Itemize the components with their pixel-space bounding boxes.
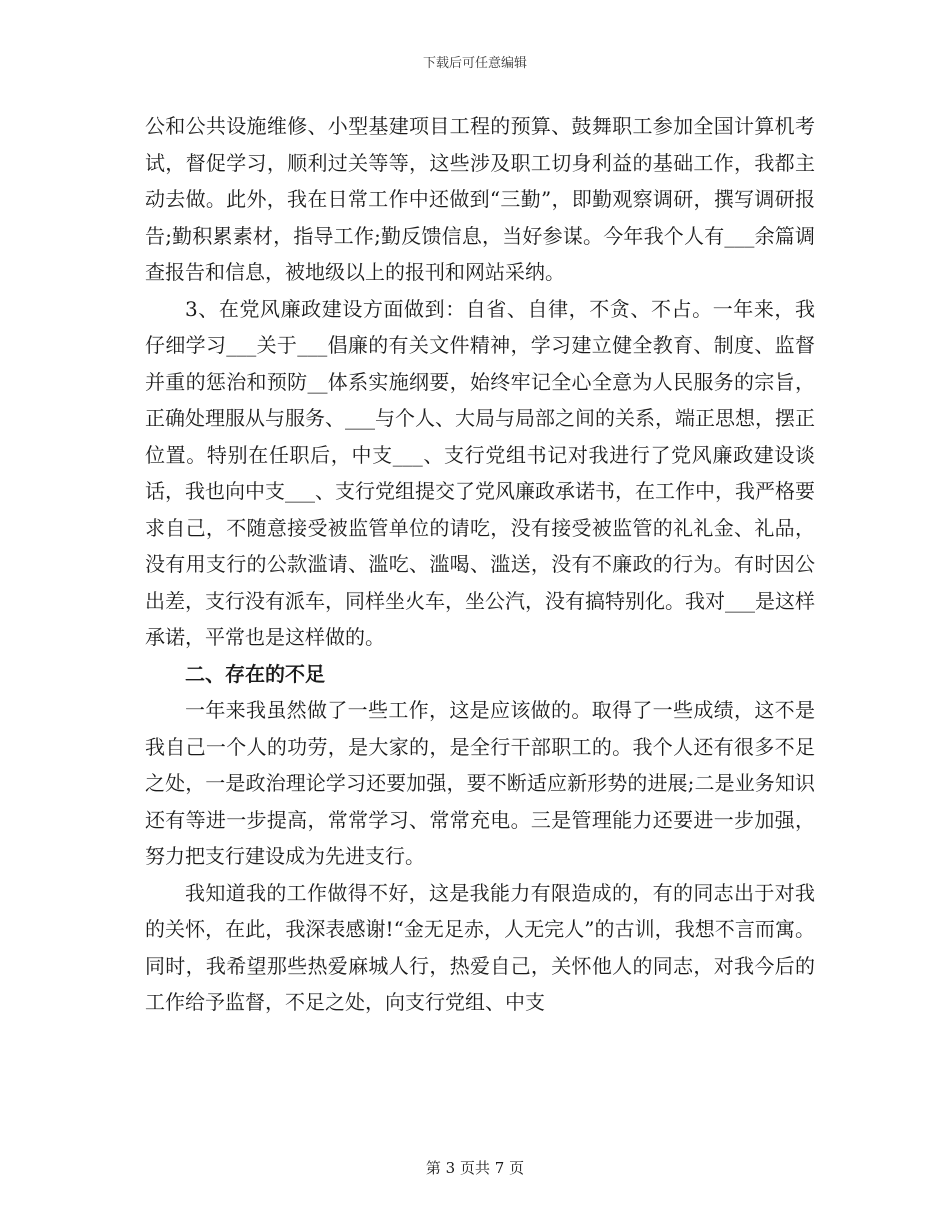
page-number: 第 3 页共 7 页 [425, 1159, 525, 1177]
paragraph-shortcomings: 一年来我虽然做了一些工作，这是应该做的。取得了一些成绩，这不是我自己一个人的功劳，是大家的，是全行干部职工的。我个人还有很多不足之处，一是政治理论学习还要加强，要不断适应新形势的进展;二是业务知识还有等进一步提高，常常学习、常常充电。三是管理能力还要进一步加强，努力把支行建设成为先进支行。 [145, 698, 815, 868]
paragraph-continued: 公和公共设施维修、小型基建项目工程的预算、鼓舞职工参加全国计算机考试，督促学习，顺利过关等等，这些涉及职工切身利益的基础工作，我都主动去做。此外，我在日常工作中还做到“三勤”，即勤观察调研，撰写调研报告;勤积累素材，指导工作;勤反馈信息，当好参谋。今年我个人有___余篇调查报告和信息，被地级以上的报刊和网站采纳。 [145, 114, 815, 284]
page-header-note: 下载后可任意编辑 [422, 56, 527, 71]
section-heading-shortcomings: 二、存在的不足 [185, 661, 325, 686]
paragraph-closing: 我知道我的工作做得不好，这是我能力有限造成的，有的同志出于对我的关怀，在此，我深表感谢!“金无足赤，人无完人”的古训，我想不言而寓。同时，我希望那些热爱麻城人行，热爱自己，关怀他人的同志，对我今后的工作给予监督，不足之处，向支行党组、中支 [145, 880, 815, 1014]
paragraph-integrity: 3、在党风廉政建设方面做到：自省、自律，不贪、不占。一年来，我仔细学习___关于___倡廉的有关文件精神，学习建立健全教育、制度、监督并重的惩治和预防__体系实施纲要，始终牢记全心全意为人民服务的宗旨，正确处理服从与服务、___与个人、大局与局部之间的关系，端正思想，摆正位置。特别在任职后，中支___、支行党组书记对我进行了党风廉政建设谈话，我也向中支___、支行党组提交了党风廉政承诺书，在工作中，我严格要求自己，不随意接受被监管单位的请吃，没有接受被监管的礼礼金、礼品，没有用支行的公款滥请、滥吃、滥喝、滥送，没有不廉政的行为。有时因公出差，支行没有派车，同样坐火车，坐公汽，没有搞特别化。我对___是这样承诺，平常也是这样做的。 [145, 296, 815, 649]
document-body [145, 108, 815, 1021]
